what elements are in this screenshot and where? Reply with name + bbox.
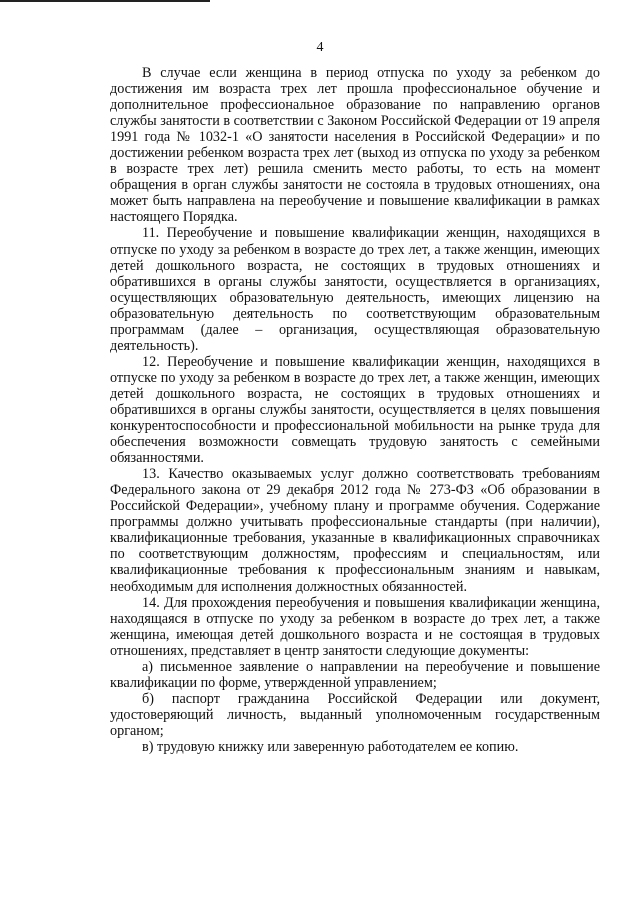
list-item-c: в) трудовую книжку или заверенную работодателем ее копию. <box>142 738 519 755</box>
list-item-b: б) паспорт гражданина Российской Федерации или документ, удостоверяющий личность, выданный уполномоченным государственным органом; <box>110 690 600 739</box>
top-rule <box>0 0 210 2</box>
paragraph-11: 11. Переобучение и повышение квалификации женщин, находящихся в отпуске по уходу за ребенком в возрасте до трех лет, а также женщин, имеющих детей дошкольного возраста, не состоящих в трудовых отношениях и обратившихся в органы службы занятости, осуществляется в организациях, осуществляющих образовательную деятельность, имеющих лицензию на образовательную деятельность по соответствующим образовательным программам (далее – организация, осуществляющая образовательную деятельность). <box>110 225 600 354</box>
paragraph-intro: В случае если женщина в период отпуска по уходу за ребенком до достижения им возраста трех лет прошла профессиональное обучение и дополнительное профессиональное образование по направлению органов службы занятости в соответствии с Законом Российской Федерации от 19 апреля 1991 года № 1032-1 «О занятости населения в Российской Федерации» и по достижении ребенком возраста трех лет (выход из отпуска по уходу за ребенком в возрасте трех лет) решила сменить место работы, то есть на момент обращения в орган службы занятости не состояла в трудовых отношениях, она может быть направлена на переобучение и повышение квалификации в рамках настоящего Порядка. <box>110 65 600 226</box>
list-item-a: а) письменное заявление о направлении на переобучение и повышение квалификации по форме, утвержденной управлением; <box>110 658 600 691</box>
paragraph-13: 13. Качество оказываемых услуг должно соответствовать требованиям Федерального закона от 29 декабря 2012 года № 273-ФЗ «Об образовании в Российской Федерации», учебному плану и программе обучения. Содержание программы должно учитывать профессиональные стандарты (при наличии), квалификационные требования, указанные в квалификационных справочниках по соответствующим должностям, профессиям и специальностям, или квалификационные требования к профессиональным знаниям и навыкам, необходимым для исполнения должностных обязанностей. <box>110 466 600 595</box>
page-number: 4 <box>316 40 324 55</box>
paragraph-12: 12. Переобучение и повышение квалификации женщин, находящихся в отпуске по уходу за ребенком в возрасте до трех лет, а также женщин, имеющих детей дошкольного возраста, не состоящих в трудовых отношениях и обратившихся в органы службы занятости, осуществляется в целях повышения конкурентоспособности и профессиональной мобильности на рынке труда для обеспечения возможности совмещать трудовую занятость с семейными обязанностями. <box>110 353 600 467</box>
paragraph-14: 14. Для прохождения переобучения и повышения квалификации женщина, находящаяся в отпуске по уходу за ребенком в возрасте до трех лет, а также женщина, имеющая детей дошкольного возраста и не состоящая в трудовых отношениях, представляет в центр занятости следующие документы: <box>110 594 600 659</box>
document-body <box>110 65 600 755</box>
